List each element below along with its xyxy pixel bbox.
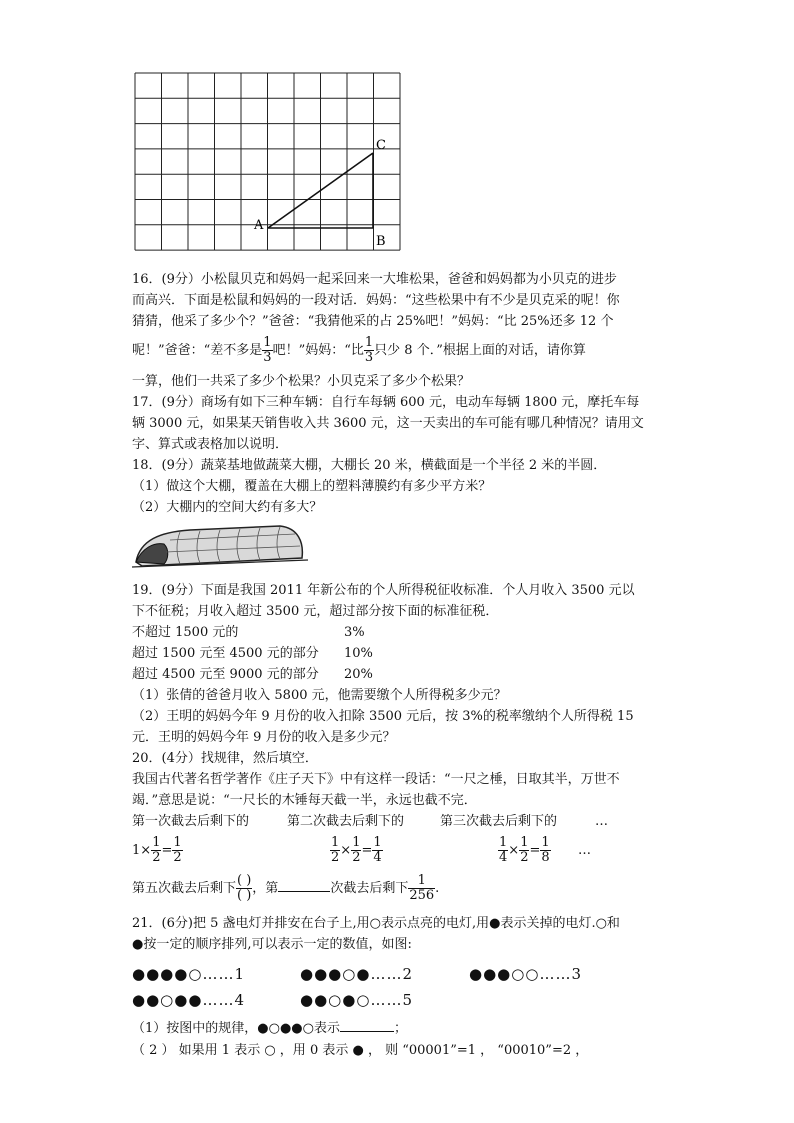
pattern-1: ●●●●○……1 [132,965,245,983]
fifth-prefix: 第五次截去后剩下 [132,881,237,896]
fraction-half [330,836,340,865]
q16-line-2: 而高兴．下面是松鼠和妈妈的一段对话．妈妈：“这些松果中有不少是贝克采的呢！你 [132,293,620,308]
q16-line-4-b: 吧！”妈妈：“比 [272,343,364,358]
fifth-post: 次截去后剩下 [330,881,409,896]
q20-header-ellipsis: … [595,814,608,829]
tax-row-range: 超过 4500 元至 9000 元的部分 [132,667,319,682]
expr-third [498,834,551,868]
q18-line-2: （1）做这个大棚，覆盖在大棚上的塑料薄膜约有多少平方米？ [132,479,492,494]
fraction-denominator: 2 [520,850,529,865]
q16-line-4 [132,336,586,366]
tax-row-1-rate: 3% [344,625,365,640]
tax-row-3-rate: 20% [344,667,373,682]
fraction-one-third [262,336,272,365]
expr-ellipsis: … [578,843,591,858]
q16-line-3: 猜猜，他采了多少个？”爸爸：“我猜他采的占 25%吧！”妈妈：“比 25%还多 12 个 [132,314,614,329]
fraction-eighth [540,836,550,865]
fraction-numerator: 1 [373,835,382,850]
expr-second [330,834,383,868]
fraction-denominator: 4 [373,850,382,865]
q16-line-4-c: 只少 8 个．”根据上面的对话，请你算 [374,343,586,358]
fraction-one-256 [408,874,435,903]
fraction-denominator: 256 [409,888,435,903]
fraction-numerator: 1 [173,835,182,850]
q16-line-4-a: 呢！”爸爸：“差不多是 [132,343,263,358]
q19-line-5: 元．王明的妈妈今年 9 月份的收入是多少元？ [132,730,396,745]
fraction-denominator: 3 [364,350,374,365]
fifth-mid: ，第 [252,881,279,896]
q19-line-1: 19．(9分）下面是我国 2011 年新公布的个人所得税征收标准．个人月收入 3500 元以 [132,583,635,598]
q20-line-1: 20．(4分）找规律，然后填空． [132,751,318,766]
expr-lead-one: 1 [132,843,141,858]
q21-sub-1 [132,1019,407,1039]
equals-sign: = [529,843,541,858]
q17-line-2: 辆 3000 元，如果某天销售收入共 3600 元，这一天卖出的车可能有哪几种情况？请用文 [132,416,644,431]
q20-line-3: 竭．”意思是说：“一尺长的木锤每天截一半，永远也截不完． [132,793,477,808]
period: . [435,881,440,896]
fraction-numerator: 1 [352,835,361,850]
greenhouse-illustration [130,520,310,570]
answer-blank[interactable] [278,879,330,892]
fraction-numerator: 1 [263,335,272,350]
label-b: B [376,234,386,249]
q19-line-4: （2）王明的妈妈今年 9 月份的收入扣除 3500 元后，按 3%的税率缴纳个人所得税 15 [132,709,634,724]
q20-header-3: 第三次截去后剩下的 [440,814,558,829]
fraction-numerator: 1 [331,835,340,850]
equals-sign: = [161,843,173,858]
fraction-denominator: 4 [499,850,508,865]
fifth-fraction-blank [236,874,252,903]
fraction-denominator: 8 [541,850,550,865]
q18-line-3: （2）大棚内的空间大约有多大？ [132,500,323,515]
times-sign: × [508,843,520,858]
label-a: A [254,218,264,233]
tax-row-1 [132,623,238,643]
fraction-half [519,836,529,865]
equals-sign: = [361,843,373,858]
fraction-numerator: 1 [408,874,435,889]
q18-line-1: 18．(9分）蔬菜基地做蔬菜大棚，大棚长 20 米，横截面是一个半径 2 米的半圆． [132,458,607,473]
q21-sub-2: （ 2 ） 如果用 1 表示 ○ ，用 0 表示 ● ， 则 “00001”=1 ， “00010”=2 ， [132,1043,589,1058]
fraction-denominator: 2 [152,850,161,865]
pattern-2: ●●●○●……2 [300,965,413,983]
expr-first [132,834,183,868]
fraction-quarter [372,836,382,865]
q21-sub-1-text: （1）按图中的规律，●○●●○表示 [132,1021,340,1036]
fraction-denominator: 3 [263,350,272,365]
q20-header-1: 第一次截去后剩下的 [132,814,250,829]
fraction-half [151,836,161,865]
q16-line-5: 一算，他们一共采了多少个松果？小贝克采了多少个松果？ [132,374,471,389]
pattern-5: ●●○●○……5 [300,991,413,1009]
fraction-numerator: 1 [499,835,508,850]
tax-row-3 [132,665,319,685]
fraction-numerator: 1 [364,335,374,350]
q17-line-3: 字、算式或表格加以说明． [132,437,289,452]
times-sign: × [340,843,352,858]
fraction-denominator: 2 [352,850,361,865]
q20-header-2: 第二次截去后剩下的 [287,814,405,829]
fraction-half [172,836,182,865]
fraction-numerator: 1 [520,835,529,850]
fraction-numerator: ( ) [237,873,252,888]
q19-line-2: 下不征税；月收入超过 3500 元，超过部分按下面的标准征税． [132,604,499,619]
q17-line-1: 17．(9分）商场有如下三种车辆：自行车每辆 600 元，电动车每辆 1800 元，摩托车每 [132,395,640,410]
fraction-numerator: 1 [152,835,161,850]
fraction-denominator: ( ) [237,888,252,903]
q21-line-2: ●按一定的顺序排列,可以表示一定的数值，如图: [132,937,412,952]
grid-figure [130,70,410,260]
fraction-half [351,836,361,865]
fraction-one-third-2 [364,336,374,365]
q21-line-1: 21．(6分)把 5 盏电灯并排安在台子上,用○表示点亮的电灯,用●表示关掉的电灯.○和 [132,916,620,931]
pattern-3: ●●●○○……3 [469,965,582,983]
tax-row-range: 超过 1500 元至 4500 元的部分 [132,646,319,661]
tax-row-2 [132,644,319,664]
q16-line-1: 16．(9分）小松鼠贝克和妈妈一起采回来一大堆松果，爸爸和妈妈都为小贝克的进步 [132,272,617,287]
q20-fill-line [132,872,439,906]
label-c: C [376,138,386,153]
q19-line-3: （1）张倩的爸爸月收入 5800 元，他需要缴个人所得税多少元？ [132,688,507,703]
tax-row-2-rate: 10% [344,646,373,661]
times-sign: × [140,843,152,858]
tax-row-range: 不超过 1500 元的 [132,625,239,640]
pattern-4: ●●○●●……4 [132,991,245,1009]
fraction-denominator: 2 [331,850,340,865]
q20-line-2: 我国古代著名哲学著作《庄子天下》中有这样一段话：“一尺之棰，日取其半，万世不 [132,772,620,787]
q21-sub-1-end: ； [394,1021,408,1036]
answer-blank[interactable] [340,1019,394,1032]
fraction-denominator: 2 [173,850,182,865]
fraction-numerator: 1 [541,835,550,850]
fraction-quarter [498,836,508,865]
